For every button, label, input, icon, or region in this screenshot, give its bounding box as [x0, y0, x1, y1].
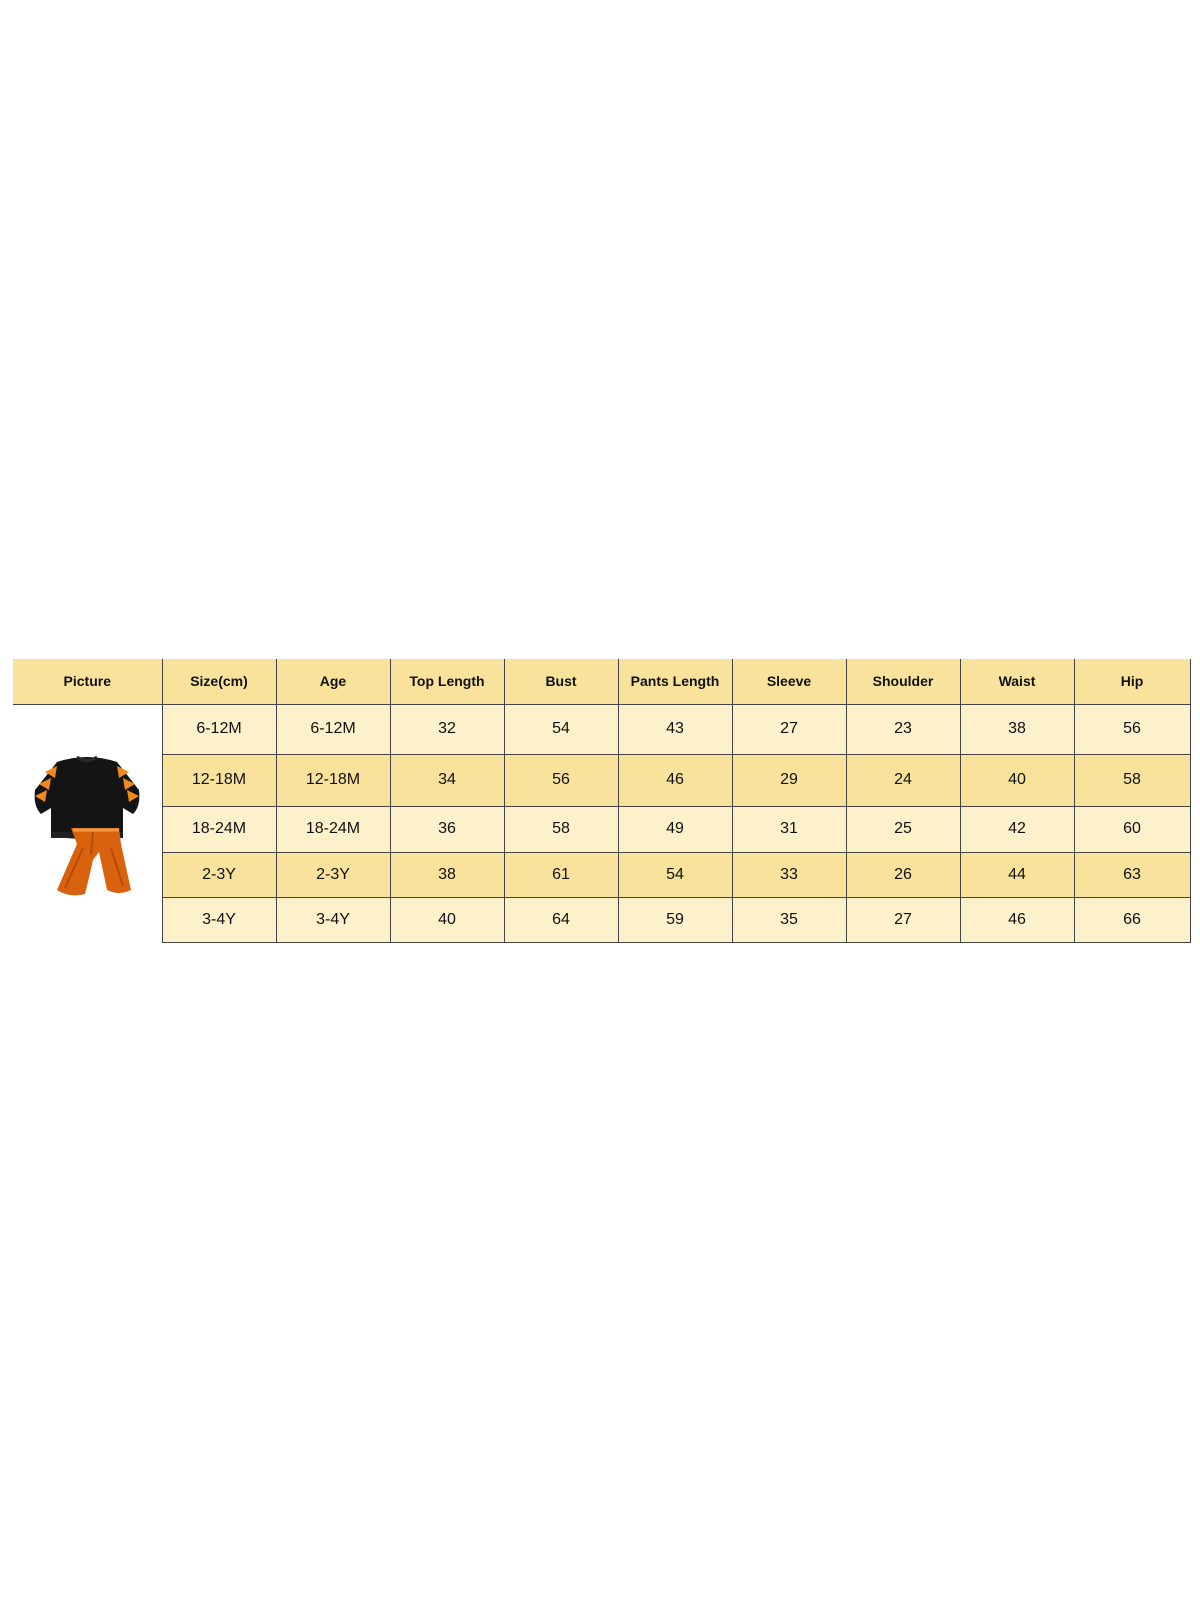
table-cell: 43	[618, 704, 732, 754]
table-cell: 61	[504, 852, 618, 897]
header-cell: Size(cm)	[162, 659, 276, 704]
table-cell: 36	[390, 806, 504, 852]
table-cell: 54	[618, 852, 732, 897]
table-cell: 23	[846, 704, 960, 754]
table-cell: 58	[504, 806, 618, 852]
table-cell: 29	[732, 754, 846, 806]
table-cell: 56	[504, 754, 618, 806]
table-cell: 63	[1074, 852, 1190, 897]
table-cell: 38	[390, 852, 504, 897]
header-cell: Bust	[504, 659, 618, 704]
table-cell: 3-4Y	[162, 897, 276, 942]
picture-cell	[13, 704, 162, 942]
table-cell: 2-3Y	[162, 852, 276, 897]
header-cell: Pants Length	[618, 659, 732, 704]
header-cell: Sleeve	[732, 659, 846, 704]
table-cell: 33	[732, 852, 846, 897]
table-cell: 56	[1074, 704, 1190, 754]
table-cell: 49	[618, 806, 732, 852]
table-body	[13, 704, 1190, 942]
table-cell: 40	[390, 897, 504, 942]
table-cell: 6-12M	[276, 704, 390, 754]
table-cell: 46	[618, 754, 732, 806]
table-cell: 40	[960, 754, 1074, 806]
table-cell: 38	[960, 704, 1074, 754]
table-cell: 18-24M	[276, 806, 390, 852]
table-cell: 42	[960, 806, 1074, 852]
header-cell: Hip	[1074, 659, 1190, 704]
table-cell: 3-4Y	[276, 897, 390, 942]
sweatshirt-icon	[35, 757, 140, 839]
table-cell: 60	[1074, 806, 1190, 852]
table-cell: 32	[390, 704, 504, 754]
table-cell: 54	[504, 704, 618, 754]
table-cell: 59	[618, 897, 732, 942]
table-cell: 27	[846, 897, 960, 942]
header-row	[13, 659, 1190, 704]
table-row	[13, 806, 1190, 852]
table-cell: 35	[732, 897, 846, 942]
table-cell: 18-24M	[162, 806, 276, 852]
table-cell: 27	[732, 704, 846, 754]
boo-outfit-icon	[27, 748, 147, 898]
table-row	[13, 704, 1190, 754]
table-cell: 34	[390, 754, 504, 806]
table-cell: 26	[846, 852, 960, 897]
table-cell: 24	[846, 754, 960, 806]
table-cell: 31	[732, 806, 846, 852]
table-cell: 58	[1074, 754, 1190, 806]
table-cell: 64	[504, 897, 618, 942]
table-row	[13, 897, 1190, 942]
table-row	[13, 852, 1190, 897]
table-cell: 44	[960, 852, 1074, 897]
size-chart-table	[13, 659, 1191, 943]
header-cell: Top Length	[390, 659, 504, 704]
header-cell: Picture	[13, 659, 162, 704]
table-cell: 12-18M	[162, 754, 276, 806]
table-header	[13, 659, 1190, 704]
table-cell: 2-3Y	[276, 852, 390, 897]
table-cell: 12-18M	[276, 754, 390, 806]
table-row	[13, 754, 1190, 806]
table-cell: 6-12M	[162, 704, 276, 754]
header-cell: Waist	[960, 659, 1074, 704]
header-cell: Age	[276, 659, 390, 704]
header-cell: Shoulder	[846, 659, 960, 704]
table-cell: 46	[960, 897, 1074, 942]
table-cell: 66	[1074, 897, 1190, 942]
table-cell: 25	[846, 806, 960, 852]
